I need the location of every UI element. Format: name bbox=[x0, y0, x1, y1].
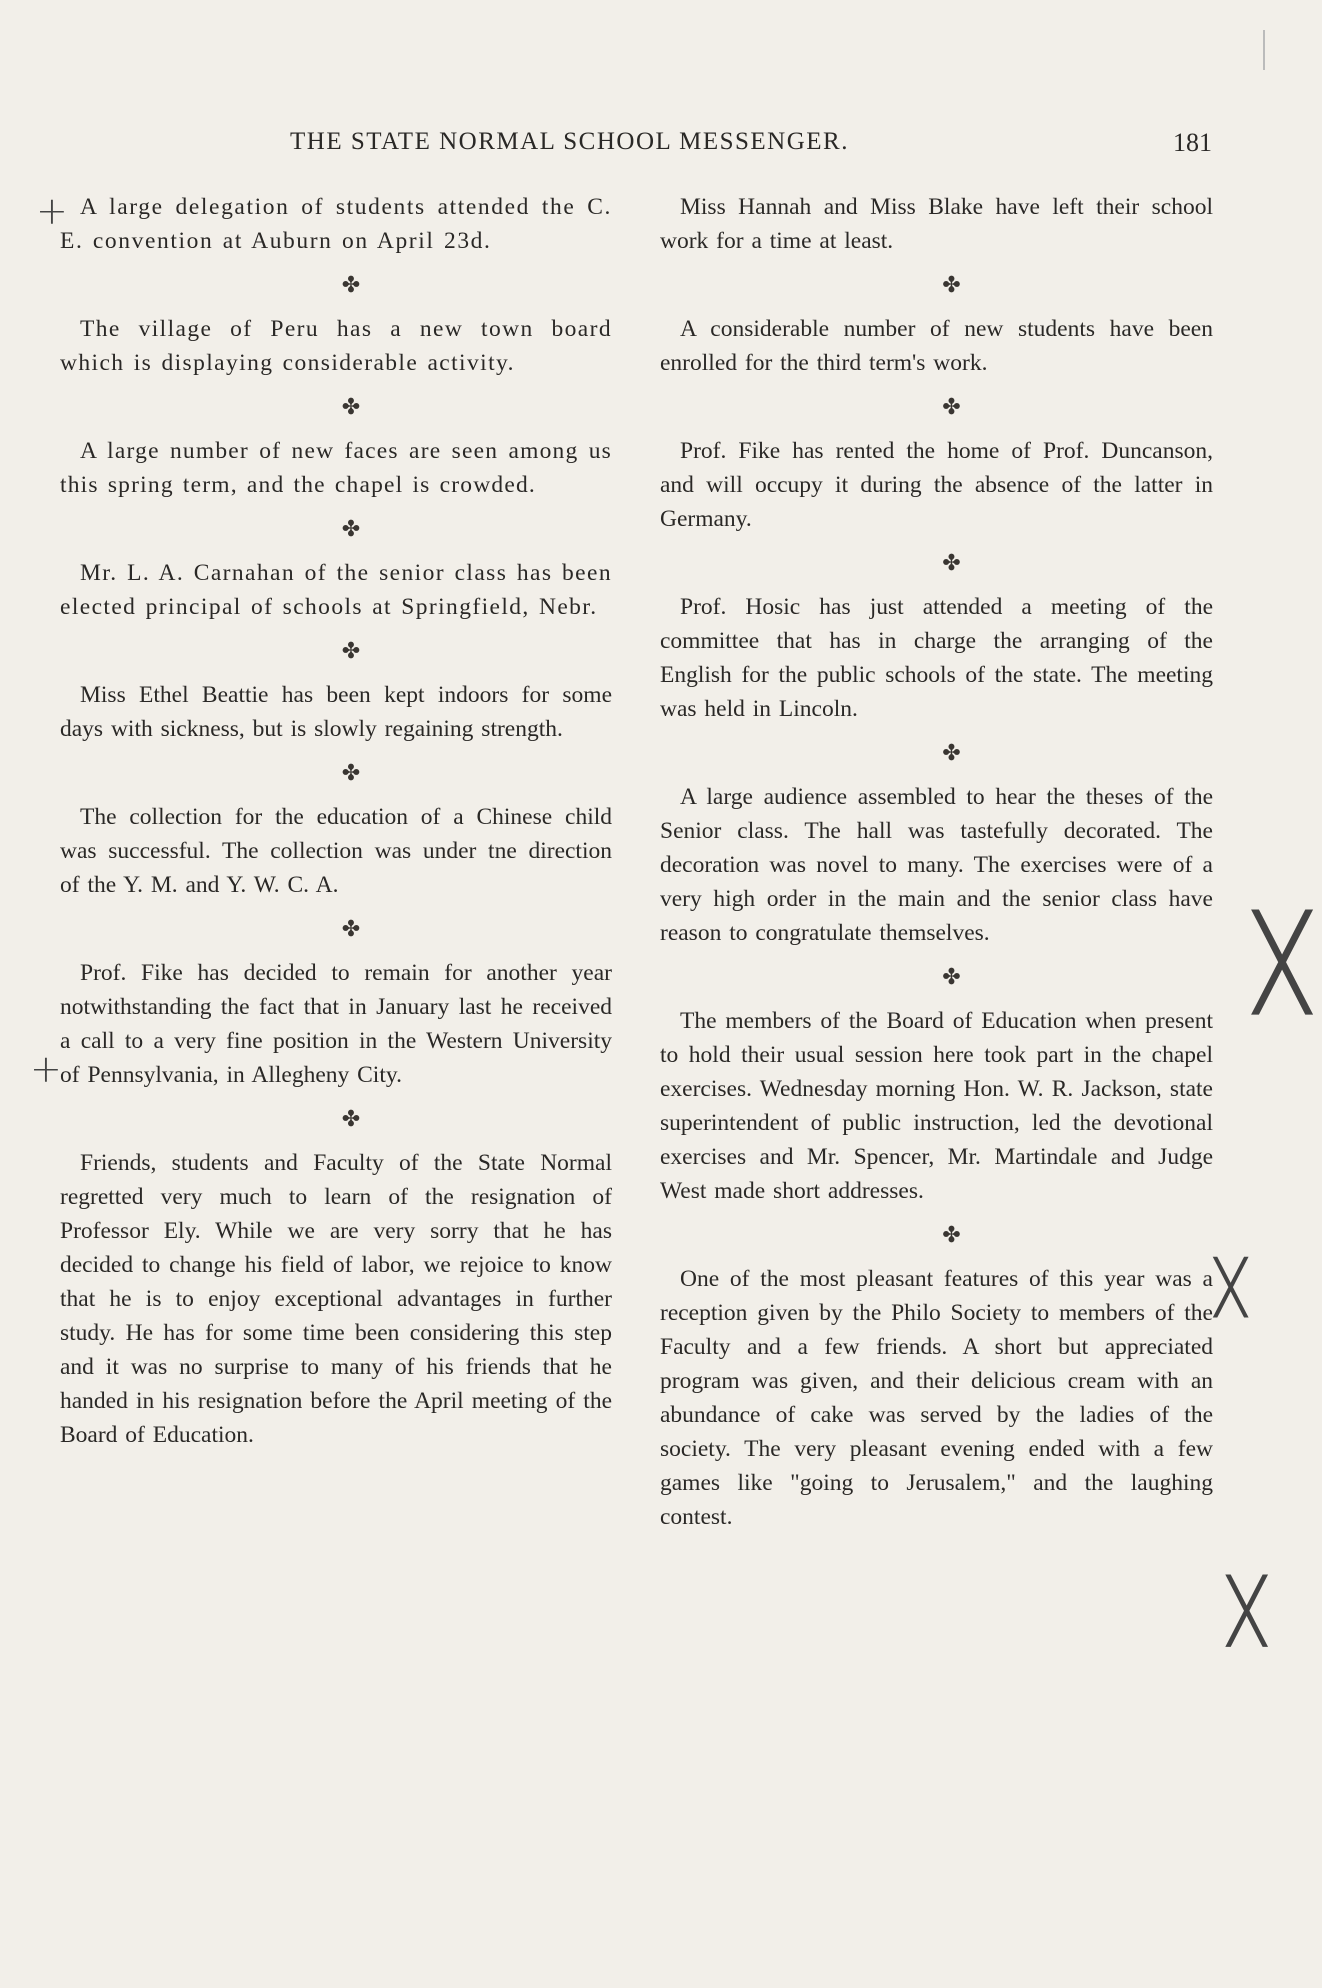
news-item: Friends, students and Faculty of the State Normal regretted very much to learn of the resignation of Professor Ely. While we are very sorry that he has decided to change his field of labor, we rejoice to know that he is to enjoy exceptional advantages in further study. He has for some time been considering this step and it was no surprise to many of his friends that he handed in his resignation before the April meeting of the Board of Education. bbox=[60, 1150, 612, 1448]
separator-ornament: ✤ bbox=[942, 550, 961, 575]
news-item: Prof. Fike has rented the home of Prof. Duncanson, and will occupy it during the absence of the latter in Germany. bbox=[660, 438, 1213, 532]
news-item: One of the most pleasant features of this year was a reception given by the Philo Society to members of the Faculty and a few friends. A short but appreciated program was given, and their delicious cream with an abundance of cake was served by the ladies of the society. The very pleasant evening ended with a few games like "going to Jerusalem," and the laughing contest. bbox=[660, 1266, 1213, 1530]
separator-ornament: ✤ bbox=[341, 638, 361, 663]
separator-ornament: ✤ bbox=[341, 1106, 361, 1131]
news-item: A large delegation of students attended the C. E. convention at Auburn on April 23d. bbox=[60, 194, 612, 254]
page-number: 181 bbox=[1173, 128, 1212, 157]
handwritten-tick-mark-icon: + bbox=[36, 189, 68, 233]
news-item: The village of Peru has a new town board which is displaying considerable activity. bbox=[60, 316, 612, 376]
news-item: A considerable number of new students have been enrolled for the third term's work. bbox=[660, 316, 1213, 376]
separator-ornament: ✤ bbox=[341, 394, 361, 419]
news-item: A large number of new faces are seen among us this spring term, and the chapel is crowded. bbox=[60, 438, 612, 498]
handwritten-x-mark-icon: ╳ bbox=[1215, 1258, 1247, 1318]
handwritten-tick-mark-icon: + bbox=[30, 1047, 62, 1091]
news-item: Prof. Fike has decided to remain for another year notwithstanding the fact that in January last he received a call to a very fine position in the Western University of Pennsylvania, in Allegheny City. bbox=[60, 960, 612, 1088]
separator-ornament: ✤ bbox=[942, 272, 961, 297]
separator-ornament: ✤ bbox=[341, 760, 361, 785]
news-item: Miss Hannah and Miss Blake have left their school work for a time at least. bbox=[660, 194, 1213, 254]
separator-ornament: ✤ bbox=[341, 516, 361, 541]
news-item: Miss Ethel Beattie has been kept indoors for some days with sickness, but is slowly regaining strength. bbox=[60, 682, 612, 742]
page-edge-scuff bbox=[1263, 30, 1265, 70]
news-item: The members of the Board of Education when present to hold their usual session here took part in the chapel exercises. Wednesday morning Hon. W. R. Jackson, state superintendent of public instruction, led the devotional exercises and Mr. Spencer, Mr. Martindale and Judge West made short addresses. bbox=[660, 1008, 1213, 1204]
news-item: A large audience assembled to hear the theses of the Senior class. The hall was tastefully decorated. The decoration was novel to many. The exercises were of a very high order in the main and the senior class have reason to congratulate themselves. bbox=[660, 784, 1213, 946]
news-item: The collection for the education of a Chinese child was successful. The collection was under tne direction of the Y. M. and Y. W. C. A. bbox=[60, 804, 612, 898]
separator-ornament: ✤ bbox=[942, 394, 961, 419]
left-column bbox=[60, 190, 612, 1452]
handwritten-x-mark-icon: ╳ bbox=[1255, 910, 1310, 1015]
separator-ornament: ✤ bbox=[341, 916, 361, 941]
separator-ornament: ✤ bbox=[341, 272, 361, 297]
right-column bbox=[660, 190, 1213, 1534]
page-header bbox=[60, 128, 1212, 164]
separator-ornament: ✤ bbox=[942, 964, 961, 989]
publication-title: THE STATE NORMAL SCHOOL MESSENGER. bbox=[290, 128, 849, 155]
news-item: Prof. Hosic has just attended a meeting of the committee that has in charge the arranging of the English for the public schools of the state. The meeting was held in Lincoln. bbox=[660, 594, 1213, 722]
separator-ornament: ✤ bbox=[942, 1222, 961, 1247]
separator-ornament: ✤ bbox=[942, 740, 961, 765]
news-item: Mr. L. A. Carnahan of the senior class has been elected principal of schools at Springfield, Nebr. bbox=[60, 560, 612, 620]
handwritten-x-mark-icon: ╳ bbox=[1228, 1574, 1266, 1647]
